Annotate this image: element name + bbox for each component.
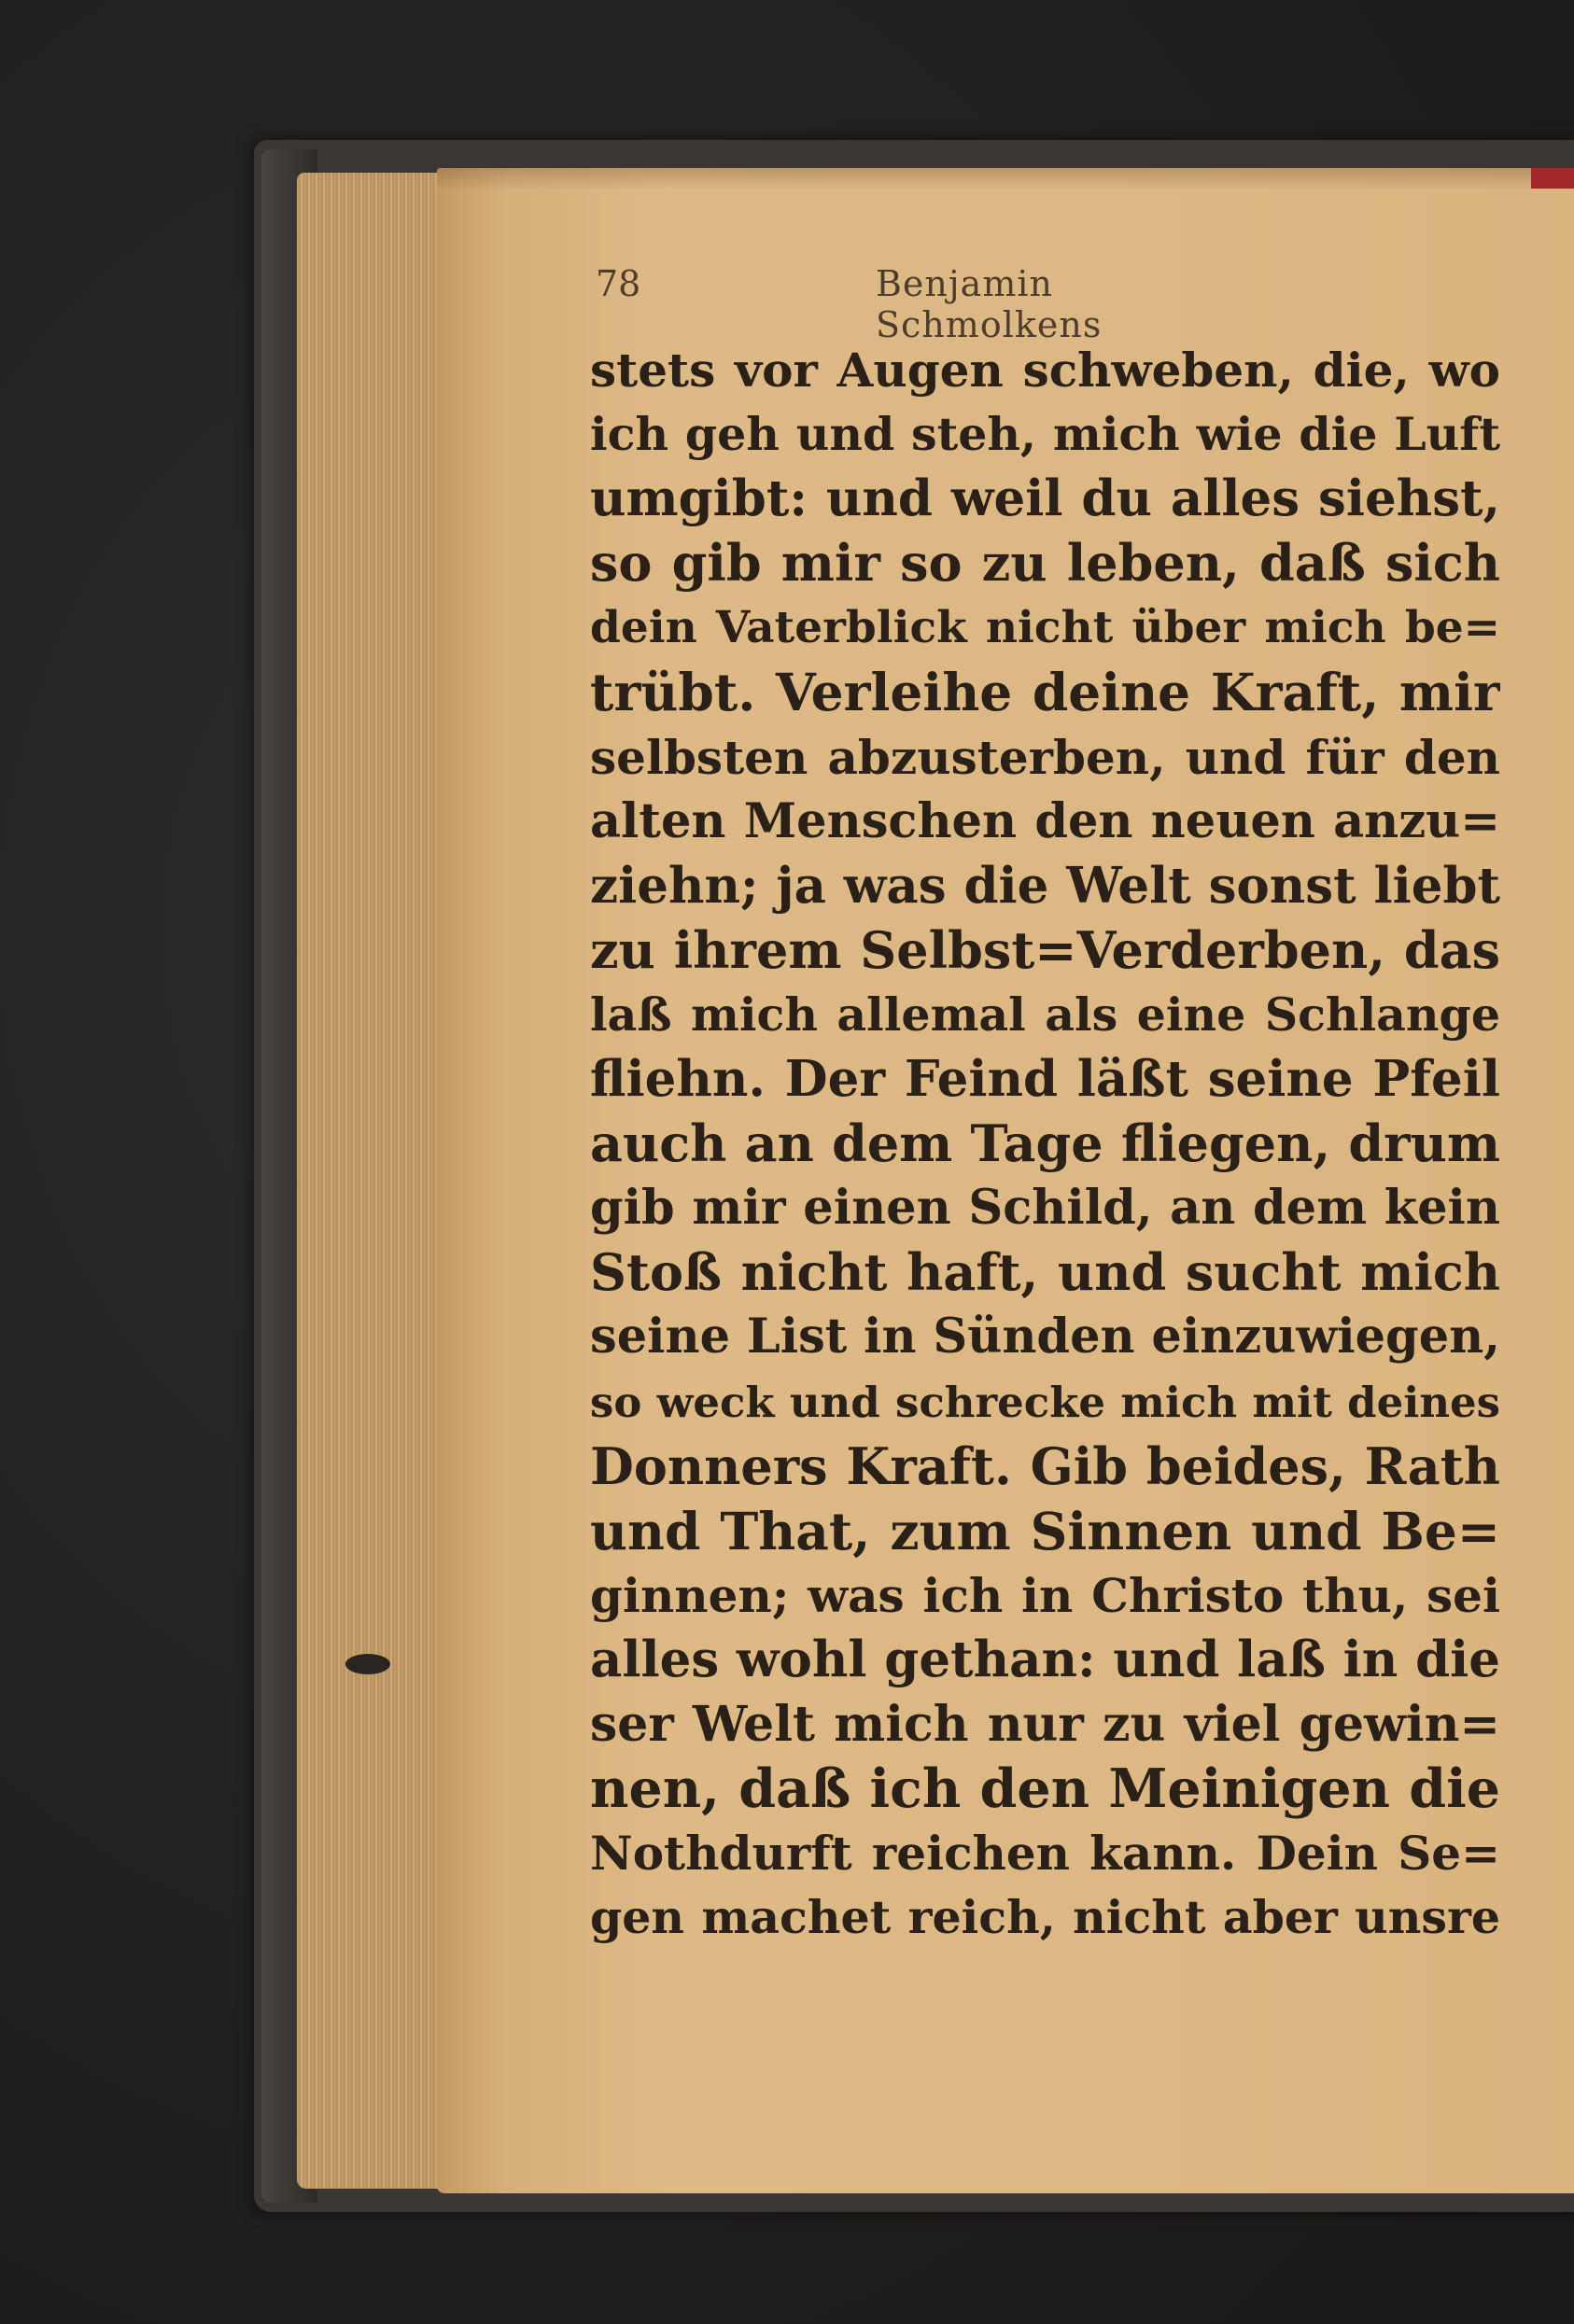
text-line: so weck und schrecke mich mit deines <box>590 1377 1500 1427</box>
text-line: so gib mir so zu leben, daß sich <box>590 533 1500 594</box>
text-line: selbsten abzusterben, und für den <box>590 729 1500 785</box>
text-line: laß mich allemal als eine Schlange <box>590 987 1500 1042</box>
running-header <box>596 263 1249 345</box>
text-line: alles wohl gethan: und laß in die <box>590 1630 1500 1688</box>
text-line: alten Menschen den neuen anzu= <box>590 792 1500 849</box>
text-line: gib mir einen Schild, an dem kein <box>590 1180 1500 1237</box>
text-line: und That, zum Sinnen und Be= <box>590 1500 1500 1561</box>
bookmark-ribbon <box>1531 168 1574 189</box>
text-line: Nothdurft reichen kann. Dein Se= <box>590 1826 1500 1882</box>
text-line: ich geh und steh, mich wie die Luft <box>590 407 1500 462</box>
text-line: seine List in Sünden einzuwiegen, <box>590 1309 1500 1365</box>
page-top-shadow <box>437 168 1574 190</box>
text-line: Donners Kraft. Gib beides, Rath <box>590 1435 1500 1496</box>
cover-wear-hole <box>345 1654 390 1674</box>
running-title: Benjamin Schmolkens <box>876 263 1103 345</box>
text-line: auch an dem Tage fliegen, drum <box>590 1113 1500 1174</box>
text-line: ser Welt mich nur zu viel gewin= <box>590 1695 1500 1753</box>
text-line: fliehn. Der Feind läßt seine Pfeil <box>590 1050 1500 1109</box>
text-line: ziehn; ja was die Welt sonst liebt <box>590 856 1500 915</box>
text-line: Stoß nicht haft, und sucht mich <box>590 1242 1500 1303</box>
page-block-edge <box>297 173 446 2189</box>
text-line: dein Vaterblick nicht über mich be= <box>590 602 1500 654</box>
text-line: zu ihrem Selbst=Verderben, das <box>590 919 1500 980</box>
text-line: nen, daß ich den Meinigen die <box>590 1757 1500 1821</box>
text-line: ginnen; was ich in Christo thu, sei <box>590 1567 1500 1623</box>
page-number: 78 <box>596 263 641 304</box>
text-line: trübt. Verleihe deine Kraft, mir <box>590 662 1500 723</box>
text-line: stets vor Augen schweben, die, wo <box>590 343 1500 398</box>
page-body-text <box>590 338 1500 1950</box>
text-line: umgibt: und weil du alles siehst, <box>590 469 1500 528</box>
text-line: gen machet reich, nicht aber unsre <box>590 1890 1500 1945</box>
